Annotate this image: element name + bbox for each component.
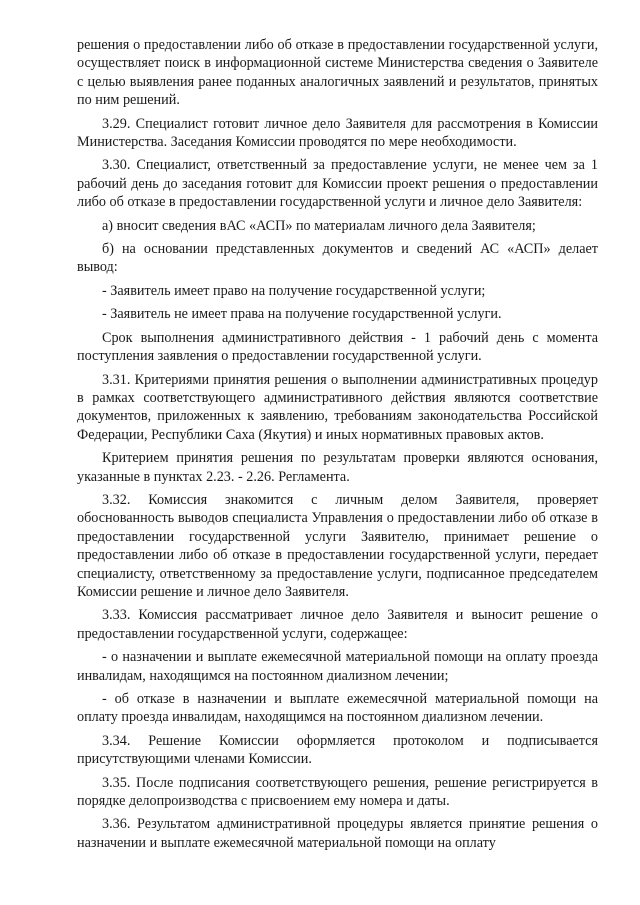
paragraph-assignment: - о назначении и выплате ежемесячной материальной помощи на оплату проезда инвалидам, находящимся на постоянном диализном лечении; bbox=[77, 649, 598, 684]
paragraph-3-30: 3.30. Специалист, ответственный за предоставление услуги, не менее чем за 1 рабочий день до заседания готовит для Комиссии проект решения о предоставлении либо об отказе в предоставлении государственной услуги и личное дело Заявителя: bbox=[77, 157, 598, 211]
paragraph-3-36: 3.36. Результатом административной процедуры является принятие решения о назначении и выплате ежемесячной материальной помощи на оплату bbox=[77, 816, 598, 851]
paragraph-right-no: - Заявитель не имеет права на получение государственной услуги. bbox=[102, 306, 502, 323]
paragraph-3-29: 3.29. Специалист готовит личное дело Заявителя для рассмотрения в Комиссии Министерства. Заседания Комиссии проводятся по мере необходимости. bbox=[77, 115, 598, 151]
paragraph-refusal: - об отказе в назначении и выплате ежемесячной материальной помощи на оплату проезда инвалидам, находящимся на постоянном диализном лечении. bbox=[77, 691, 598, 726]
paragraph-right-yes: - Заявитель имеет право на получение государственной услуги; bbox=[102, 282, 486, 299]
paragraph-3-32: 3.32. Комиссия знакомится с личным делом Заявителя, проверяет обоснованность выводов специалиста Управления о предоставлении либо об отказе в предоставлении государственной услуги Заявителю, принимает решение о предоставлении либо об отказе в предоставлении государственной услуги, передает специалисту, ответственному за предоставление услуги, подписанное председателем Комиссии решение и личное дело Заявителя. bbox=[77, 491, 598, 600]
paragraph-3-35: 3.35. После подписания соответствующего решения, решение регистрируется в порядке делопроизводства с присвоением ему номера и даты. bbox=[77, 774, 598, 810]
paragraph-deadline: Срок выполнения административного действия - 1 рабочий день с момента поступления заявления о предоставлении государственной услуги. bbox=[77, 329, 598, 365]
paragraph-3-34: 3.34. Решение Комиссии оформляется протоколом и подписывается присутствующими членами Комиссии. bbox=[77, 732, 598, 768]
document-page bbox=[77, 36, 598, 852]
paragraph-item-b: б) на основании представленных документов и сведений АС «АСП» делает вывод: bbox=[77, 241, 598, 276]
paragraph-continuation: решения о предоставлении либо об отказе в предоставлении государственной услуги, осуществляет поиск в информационной системе Министерства сведения о Заявителе с целью выявления ранее поданных аналогичных заявлений и результатов, принятых по ним решений. bbox=[77, 37, 598, 109]
paragraph-3-31: 3.31. Критериями принятия решения о выполнении административных процедур в рамках соответствующего административного действия являются соответствие документов, приложенных к заявлению, требованиям законодательства Российской Федерации, Республики Саха (Якутия) и иных нормативных правовых актов. bbox=[77, 371, 598, 443]
paragraph-3-33: 3.33. Комиссия рассматривает личное дело Заявителя и выносит решение о предоставлении государственной услуги, содержащее: bbox=[77, 607, 598, 642]
paragraph-criterion: Критерием принятия решения по результатам проверки являются основания, указанные в пунктах 2.23. - 2.26. Регламента. bbox=[77, 450, 598, 485]
paragraph-item-a: а) вносит сведения вАС «АСП» по материалам личного дела Заявителя; bbox=[102, 217, 536, 234]
